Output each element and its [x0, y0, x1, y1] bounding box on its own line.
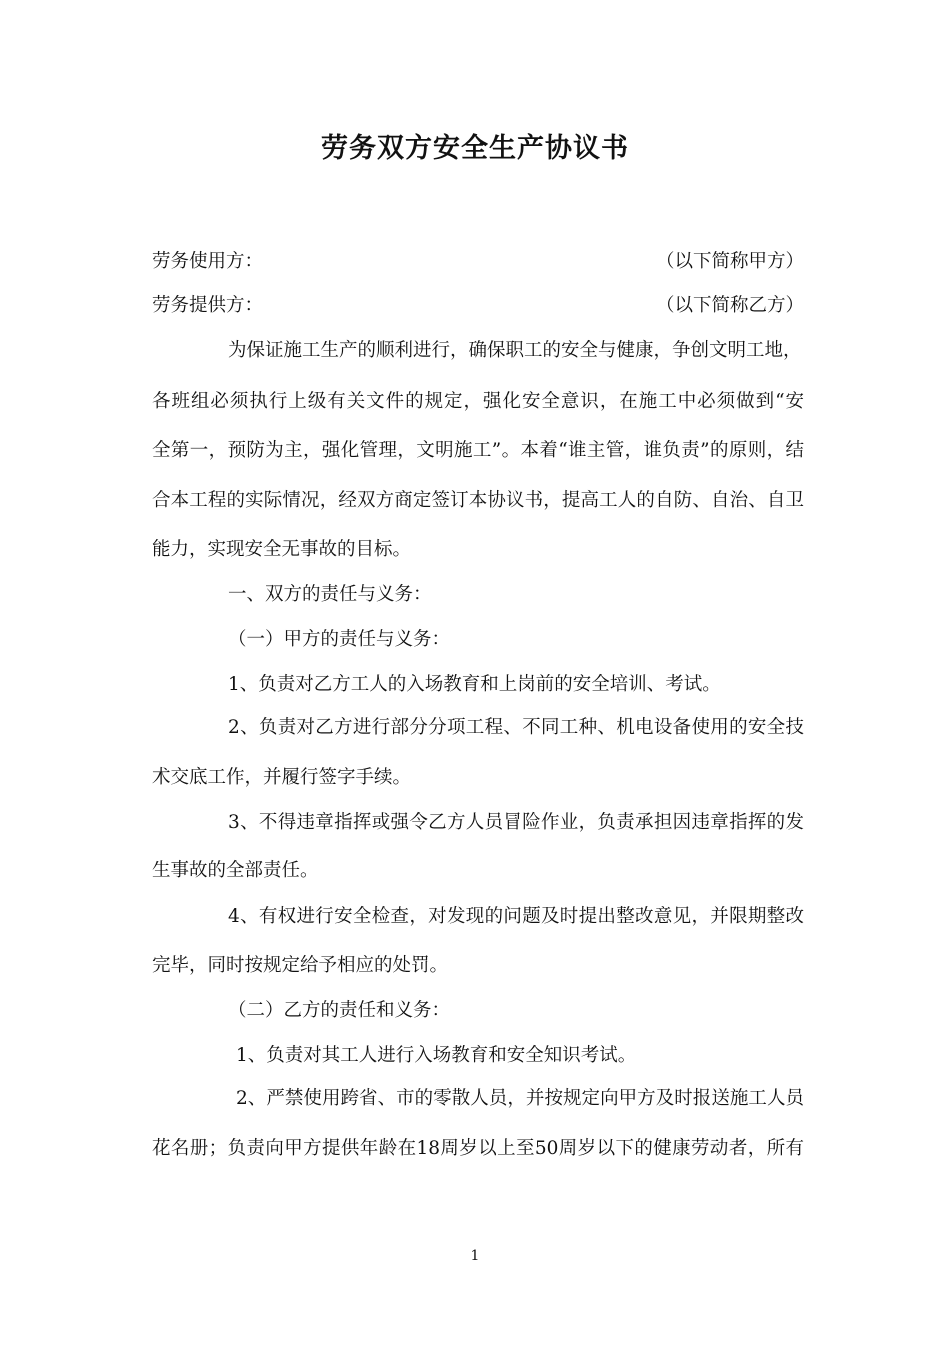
party-a-duty-3-line-2: 生事故的全部责任。 — [152, 860, 319, 881]
document-title: 劳务双方安全生产协议书 — [321, 133, 629, 164]
party-a-label: 劳务使用方： — [152, 251, 264, 272]
party-b-duty-2-line-1: 2、严禁使用跨省、市的零散人员，并按规定向甲方及时报送施工人员 — [236, 1088, 804, 1109]
party-a-duty-3-line-1: 3、不得违章指挥或强令乙方人员冒险作业，负责承担因违章指挥的发 — [228, 812, 804, 833]
party-b-duty-1: 1、负责对其工人进行入场教育和安全知识考试。 — [236, 1045, 637, 1066]
preamble-line-5: 能力，实现安全无事故的目标。 — [152, 539, 412, 560]
party-a-duty-2-line-1: 2、负责对乙方进行部分分项工程、不同工种、机电设备使用的安全技 — [228, 717, 804, 738]
preamble-line-3: 全第一，预防为主，强化管理，文明施工”。本着“谁主管，谁负责”的原则，结 — [152, 440, 804, 461]
party-a-note: （以下简称甲方） — [655, 251, 804, 272]
party-b-duty-2-line-2: 花名册；负责向甲方提供年龄在18周岁以上至50周岁以下的健康劳动者，所有 — [152, 1138, 804, 1159]
party-a-duty-4-line-2: 完毕，同时按规定给予相应的处罚。 — [152, 955, 449, 976]
section-heading-1: 一、双方的责任与义务： — [228, 584, 432, 605]
subsection-heading-a: （一）甲方的责任与义务： — [228, 629, 451, 650]
preamble-line-2: 各班组必须执行上级有关文件的规定，强化安全意识，在施工中必须做到“安 — [152, 391, 804, 412]
party-b-label: 劳务提供方： — [152, 295, 264, 316]
party-a-duty-4-line-1: 4、有权进行安全检查，对发现的问题及时提出整改意见，并限期整改 — [228, 906, 804, 927]
party-b-note: （以下简称乙方） — [655, 295, 804, 316]
subsection-heading-b: （二）乙方的责任和义务： — [228, 1000, 451, 1021]
preamble-line-4: 合本工程的实际情况，经双方商定签订本协议书，提高工人的自防、自治、自卫 — [152, 490, 804, 511]
preamble-line-1: 为保证施工生产的顺利进行，确保职工的安全与健康，争创文明工地， — [228, 340, 802, 361]
party-b-row — [152, 291, 804, 321]
party-a-duty-2-line-2: 术交底工作，并履行签字手续。 — [152, 767, 412, 788]
page-number: 1 — [470, 1248, 480, 1264]
party-a-row — [152, 247, 804, 277]
party-a-duty-1: 1、负责对乙方工人的入场教育和上岗前的安全培训、考试。 — [228, 674, 721, 695]
